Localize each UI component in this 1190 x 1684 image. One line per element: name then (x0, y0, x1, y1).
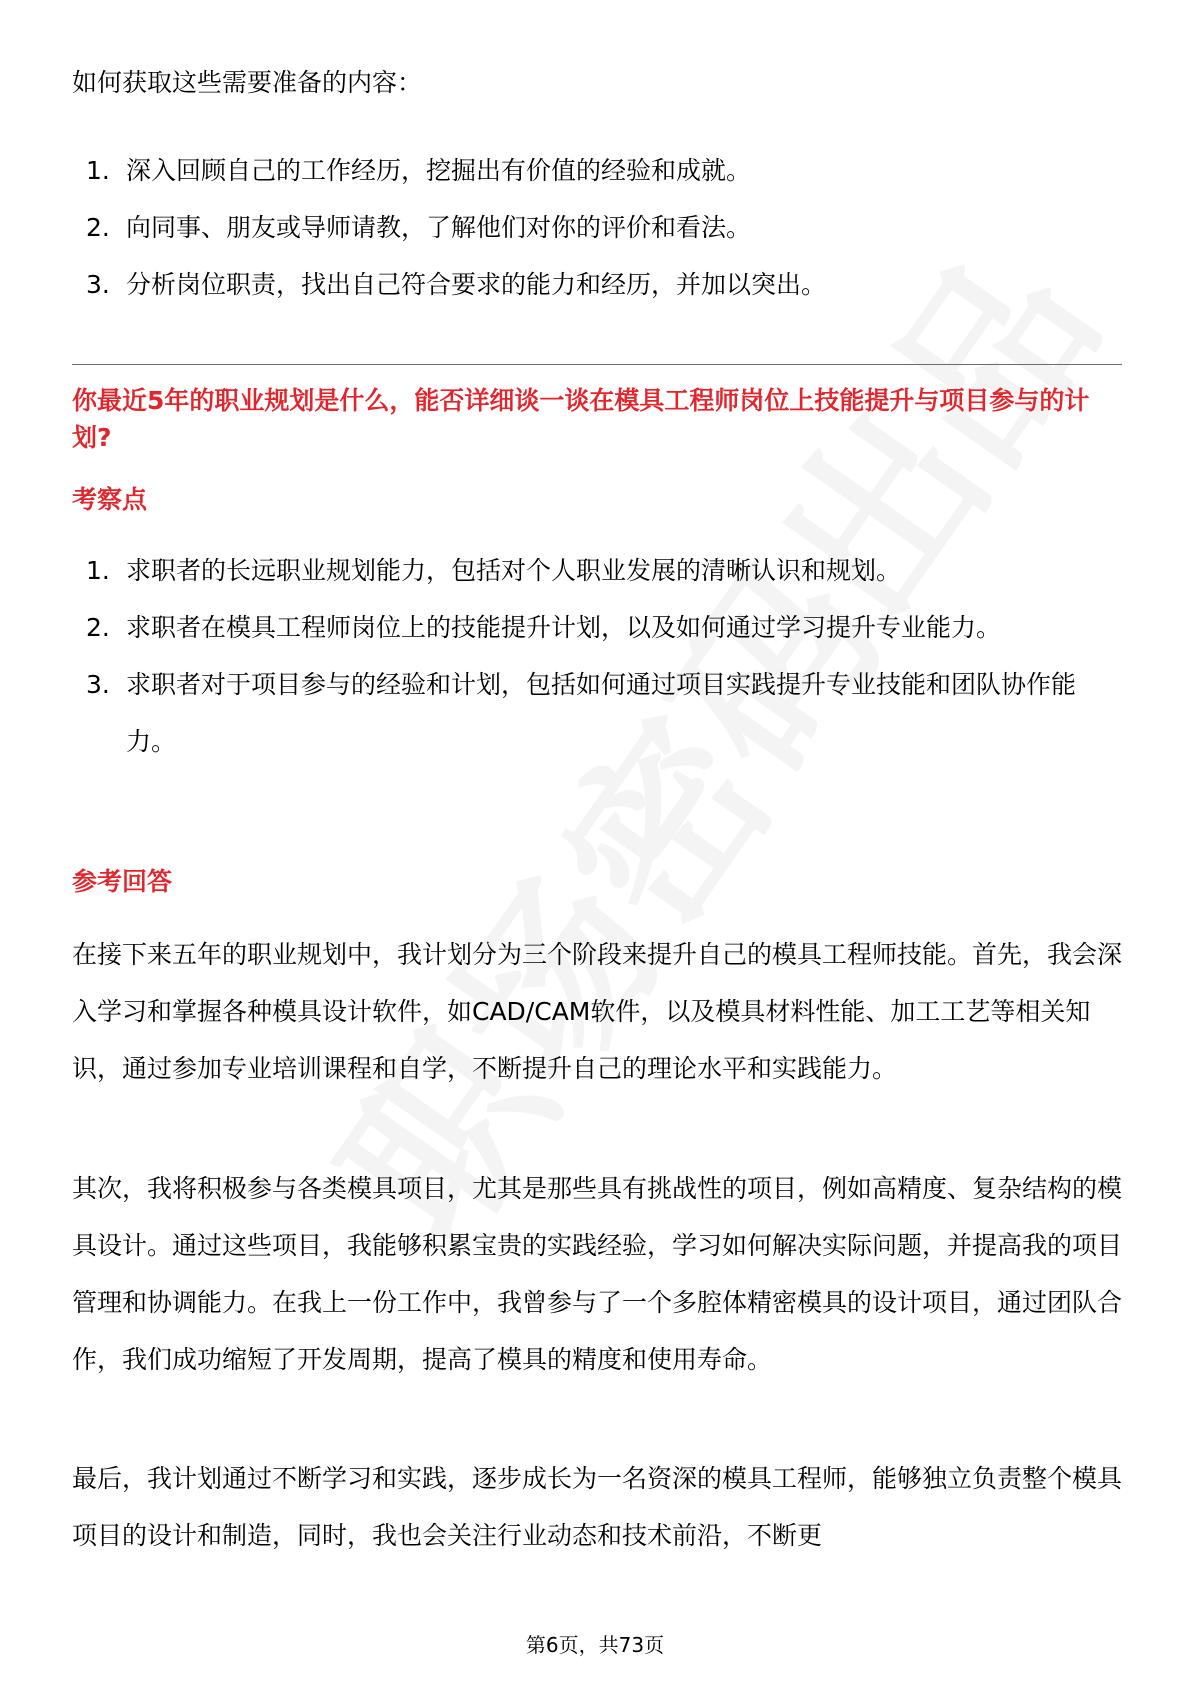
prep-list (72, 142, 1122, 313)
points-list (72, 542, 1122, 770)
answer-paragraph: 在接下来五年的职业规划中，我计划分为三个阶段来提升自己的模具工程师技能。首先，我会深入学习和掌握各种模具设计软件，如CAD/CAM软件，以及模具材料性能、加工工艺等相关知识，通过参加专业培训课程和自学，不断提升自己的理论水平和实践能力。 (72, 940, 1123, 1083)
section-divider (72, 364, 1122, 365)
list-item: 1. 深入回顾自己的工作经历，挖掘出有价值的经验和成就。 (72, 142, 1122, 199)
list-item: 1. 求职者的长远职业规划能力，包括对个人职业发展的清晰认识和规划。 (72, 542, 1122, 599)
list-item: 3. 求职者对于项目参与的经验和计划，包括如何通过项目实践提升专业技能和团队协作能力。 (72, 656, 1122, 770)
list-number: 2. (86, 213, 110, 242)
list-number: 3. (86, 670, 110, 699)
page-footer: 第6页，共73页 (525, 1633, 665, 1657)
answer-heading: 参考回答 (72, 867, 173, 896)
list-number: 1. (86, 556, 110, 585)
list-number: 1. (86, 156, 110, 185)
list-item: 3. 分析岗位职责，找出自己符合要求的能力和经历，并加以突出。 (72, 256, 1122, 313)
list-number: 2. (86, 613, 110, 642)
list-item: 2. 求职者在模具工程师岗位上的技能提升计划，以及如何通过学习提升专业能力。 (72, 599, 1122, 656)
watermark (270, 390, 1010, 1284)
answer-paragraph: 其次，我将积极参与各类模具项目，尤其是那些具有挑战性的项目，例如高精度、复杂结构的模具设计。通过这些项目，我能够积累宝贵的实践经验，学习如何解决实际问题，并提高我的项目管理和协调能力。在我上一份工作中，我曾参与了一个多腔体精密模具的设计项目，通过团队合作，我们成功缩短了开发周期，提高了模具的精度和使用寿命。 (72, 1174, 1123, 1374)
list-number: 3. (86, 270, 110, 299)
answer-paragraph: 最后，我计划通过不断学习和实践，逐步成长为一名资深的模具工程师，能够独立负责整个模具项目的设计和制造，同时，我也会关注行业动态和技术前沿，不断更 (72, 1464, 1123, 1550)
intro-text: 如何获取这些需要准备的内容： (72, 68, 423, 97)
list-item: 2. 向同事、朋友或导师请教，了解他们对你的评价和看法。 (72, 199, 1122, 256)
points-heading: 考察点 (72, 485, 148, 514)
question-title: 你最近5年的职业规划是什么，能否详细谈一谈在模具工程师岗位上技能提升与项目参与的计划? (72, 386, 1090, 452)
